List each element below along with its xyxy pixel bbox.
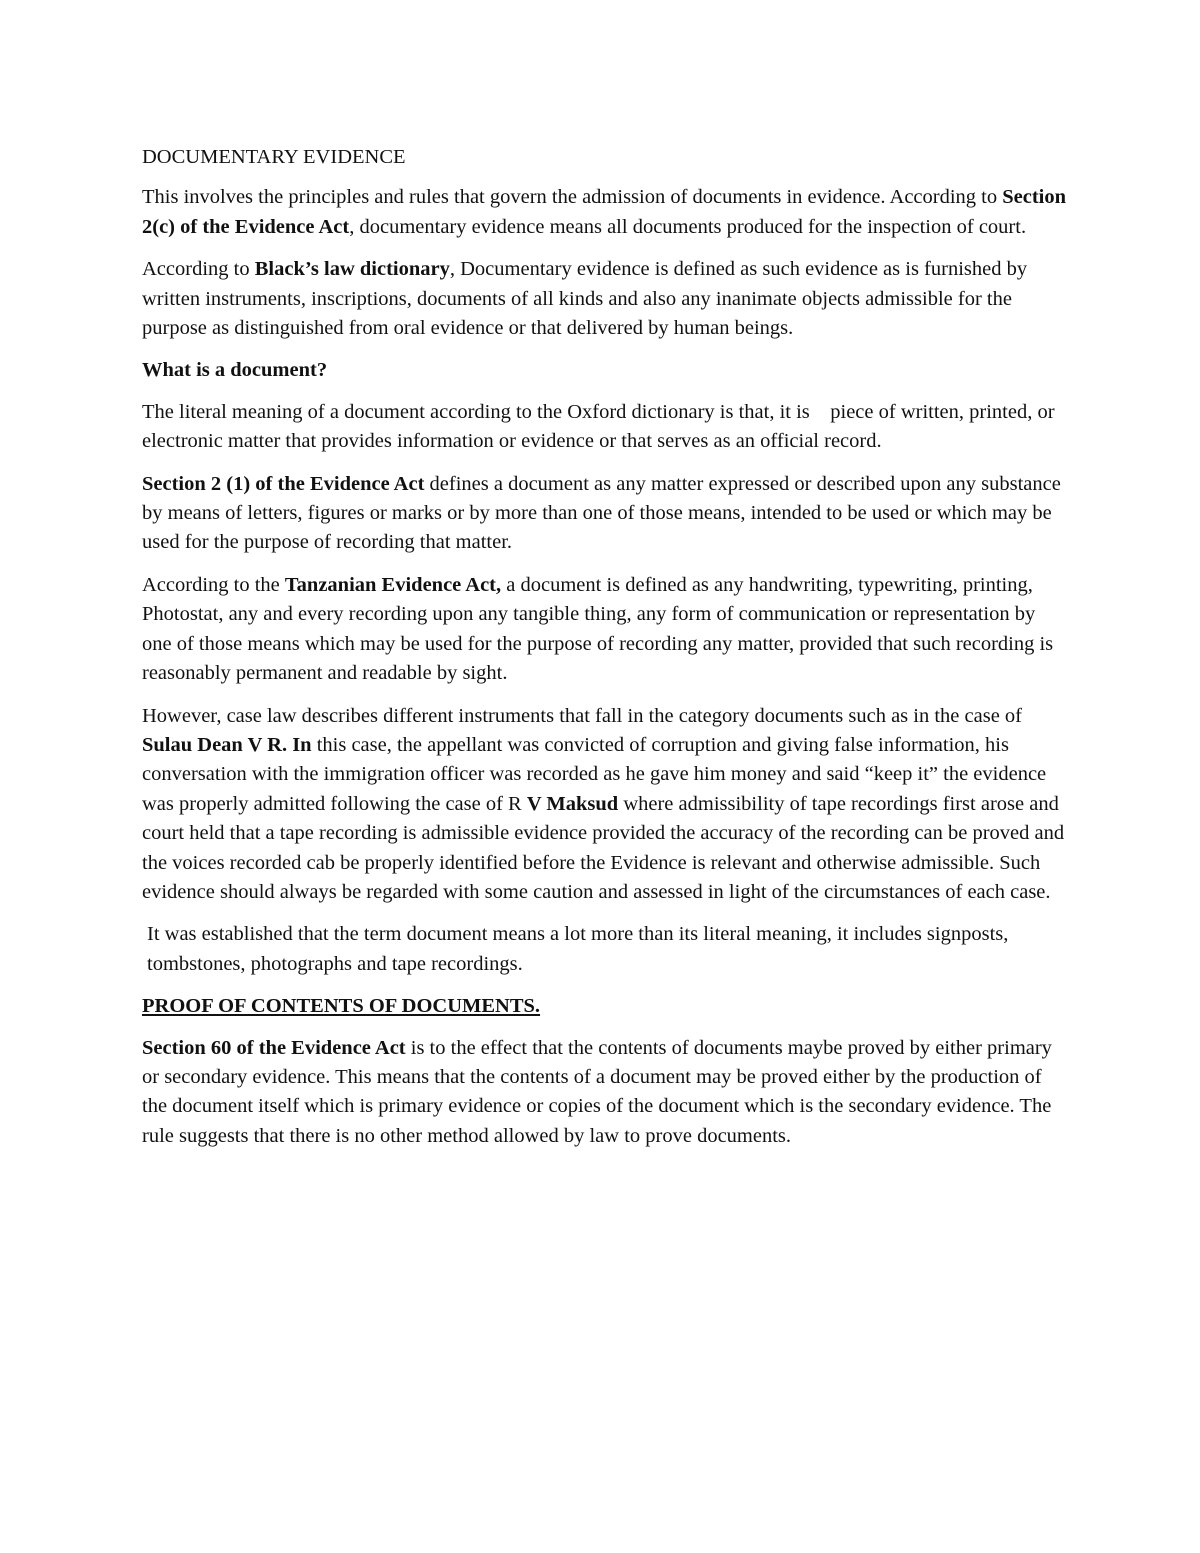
paragraph-text: This involves the principles and rules that govern the admission of documents in evidence. According to — [142, 186, 1003, 209]
paragraph-text: defines a document as any matter expressed or described upon any substance by means of letters, figures or marks or by more than one of those means, intended to be used or which may be used for the purpose of recording that matter. — [142, 472, 1061, 554]
paragraph-text: where admissibility of tape recordings first arose and court held that a tape recording is admissible evidence provided the accuracy of the recording can be proved and the voices recorded cab be properly identified before the Evidence is relevant and otherwise admissible. Such evidence should always be regarded with some caution and assessed in light of the circumstances of each case. — [142, 792, 1065, 903]
paragraph-term-document — [142, 920, 1067, 979]
paragraph-text: a document is defined as any handwriting, typewriting, printing, Photostat, any and every recording upon any tangible thing, any form of communication or representation by one of those means which may be used for the purpose of recording any matter, provided that such recording is reasonably permanent and readable by sight. — [142, 573, 1054, 685]
paragraph-section-2-1 — [142, 470, 1067, 558]
paragraph-text: It was established that the term document means a lot more than its literal meaning, it includes signposts, tombstones, photographs and tape recordings. — [147, 923, 1009, 975]
bold-citation: Section 60 of the Evidence Act — [142, 1036, 406, 1059]
paragraph-text: this case, the appellant was convicted of corruption and giving false information, his conversation with the immigration officer was recorded as he gave him money and said “keep it” the evidence was properly admitted following the case of R — [142, 733, 1047, 815]
paragraph-oxford-definition — [142, 398, 1067, 457]
paragraph-text: According to — [142, 258, 255, 281]
paragraph-definition-section-2c — [142, 183, 1067, 242]
bold-case-name: Sulau Dean V R. In — [142, 733, 312, 756]
paragraph-text: According to the — [142, 573, 285, 596]
paragraph-text: , Documentary evidence is defined as such evidence as is furnished by written instruments, inscriptions, documents of all kinds and also any inanimate objects admissible for the purpose as distinguished from oral evidence or that delivered by human beings. — [142, 258, 1028, 340]
bold-citation: Tanzanian Evidence Act, — [284, 573, 502, 596]
paragraph-text: The literal meaning of a document according to the Oxford dictionary is that, it is piece of written, printed, or electronic matter that provides information or evidence or that serves as an official record. — [142, 400, 1060, 453]
paragraph-text: However, case law describes different instruments that fall in the category documents such as in the case of — [142, 704, 1022, 727]
paragraph-text: , documentary evidence means all documents produced for the inspection of court. — [349, 215, 1027, 238]
paragraph-case-law — [142, 702, 1067, 908]
paragraph-blacks-law-definition — [142, 255, 1067, 343]
bold-citation: Black’s law dictionary — [254, 258, 450, 281]
bold-citation: Section 2(c) of the Evidence Act — [142, 186, 1067, 238]
paragraph-text: is to the effect that the contents of documents maybe proved by either primary or secondary evidence. This means that the contents of a document may be proved either by the production of the document itself which is primary evidence or copies of the document which is the secondary evidence. The rule suggests that there is no other method allowed by law to prove documents. — [142, 1036, 1052, 1147]
document-title: DOCUMENTARY EVIDENCE — [142, 146, 406, 168]
heading-proof-of-contents: PROOF OF CONTENTS OF DOCUMENTS. — [142, 995, 541, 1018]
bold-citation: Section 2 (1) of the Evidence Act — [142, 472, 425, 495]
document-page — [142, 143, 1067, 1164]
heading-what-is-a-document: What is a document? — [142, 359, 328, 382]
paragraph-tanzanian-evidence-act — [142, 571, 1067, 689]
bold-case-name: V Maksud — [526, 792, 619, 815]
paragraph-section-60 — [142, 1034, 1067, 1152]
